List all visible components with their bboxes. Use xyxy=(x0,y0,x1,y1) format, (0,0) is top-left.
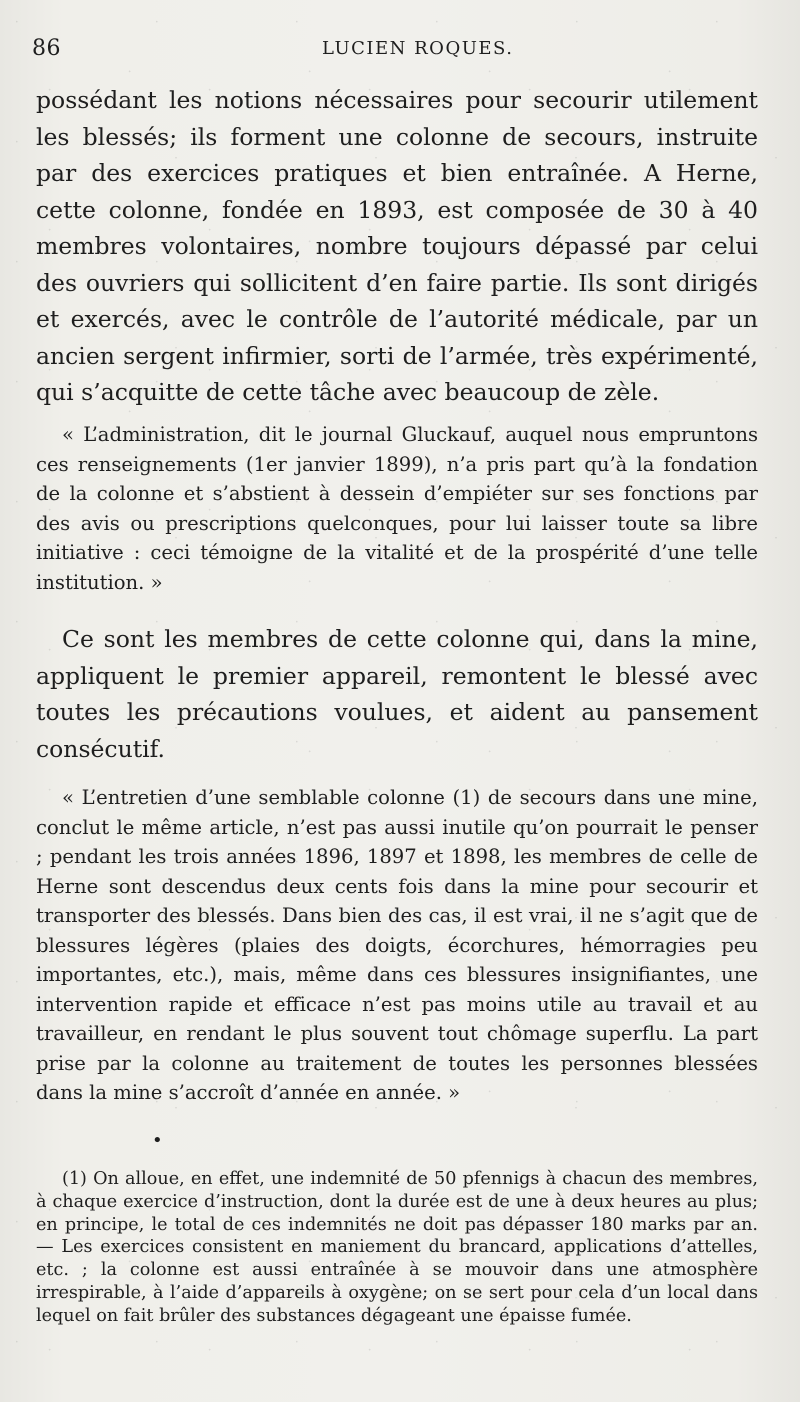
page-number: 86 xyxy=(32,36,61,61)
paragraph-3: Ce sont les membres de cette colonne qui, dans la mine, appliquent le premier appareil, remontent le blessé avec toutes les précautions voulues, et aident au pansement consécutif. xyxy=(36,625,758,763)
paragraph-2-quote: « L’administration, dit le journal Gluckauf, auquel nous empruntons ces renseignements (1er janvier 1899), n’a pris part qu’à la fondation de la colonne et s’abstient à dessein d’empiéter sur ses fonctions par des avis ou prescriptions quelconques, pour lui laisser toute sa libre initiative : ceci témoigne de la vitalité et de la prospérité d’une telle institution. » xyxy=(36,423,758,594)
page-header xyxy=(32,36,760,66)
paragraph-4-quote: « L’entretien d’une semblable colonne (1) de secours dans une mine, conclut le même article, n’est pas aussi inutile qu’on pourrait le penser ; pendant les trois années 1896, 1897 et 1898, les membres de celle de Herne sont descendus deux cents fois dans la mine pour secourir et transporter des blessés. Dans bien des cas, il est vrai, il ne s’agit que de blessures légères (plaies des doigts, écorchures, hémorragies peu importantes, etc.), mais, même dans ces blessures insignifiantes, une intervention rapide et efficace n’est pas moins utile au travail et au travailleur, en rendant le plus souvent tout chômage superflu. La part prise par la colonne au traitement de toutes les personnes blessées dans la mine s’accroît d’année en année. » xyxy=(36,786,758,1104)
footnote: (1) On alloue, en effet, une indemnité de 50 pfennigs à chacun des membres, à chaque exercice d’instruction, dont la durée est de une à deux heures au plus; en principe, le total de ces indemnités ne doit pas dépasser 180 marks par an. — Les exercices consistent en maniement du brancard, applications d’attelles, etc. ; la colonne est aussi entraînée à se mouvoir dans une atmosphère irrespirable, à l’aide d’appareils à oxygène; on se sert pour cela d’un local dans lequel on fait brûler des substances dégageant une épaisse fumée. xyxy=(36,1169,758,1326)
paragraph-1: possédant les notions nécessaires pour secourir utilement les blessés; ils forment une colonne de secours, instruite par des exercices pratiques et bien entraînée. A Herne, cette colonne, fondée en 1893, est composée de 30 à 40 membres volontaires, nombre toujours dépassé par celui des ouvriers qui sollicitent d’en faire partie. Ils sont dirigés et exercés, avec le contrôle de l’autorité médicale, par un ancien sergent infirmier, sorti de l’armée, très expérimenté, qui s’acquitte de cette tâche avec beaucoup de zèle. xyxy=(36,86,758,406)
running-head: LUCIEN ROQUES. xyxy=(322,38,514,59)
small-dot-mark: • xyxy=(152,1130,163,1151)
